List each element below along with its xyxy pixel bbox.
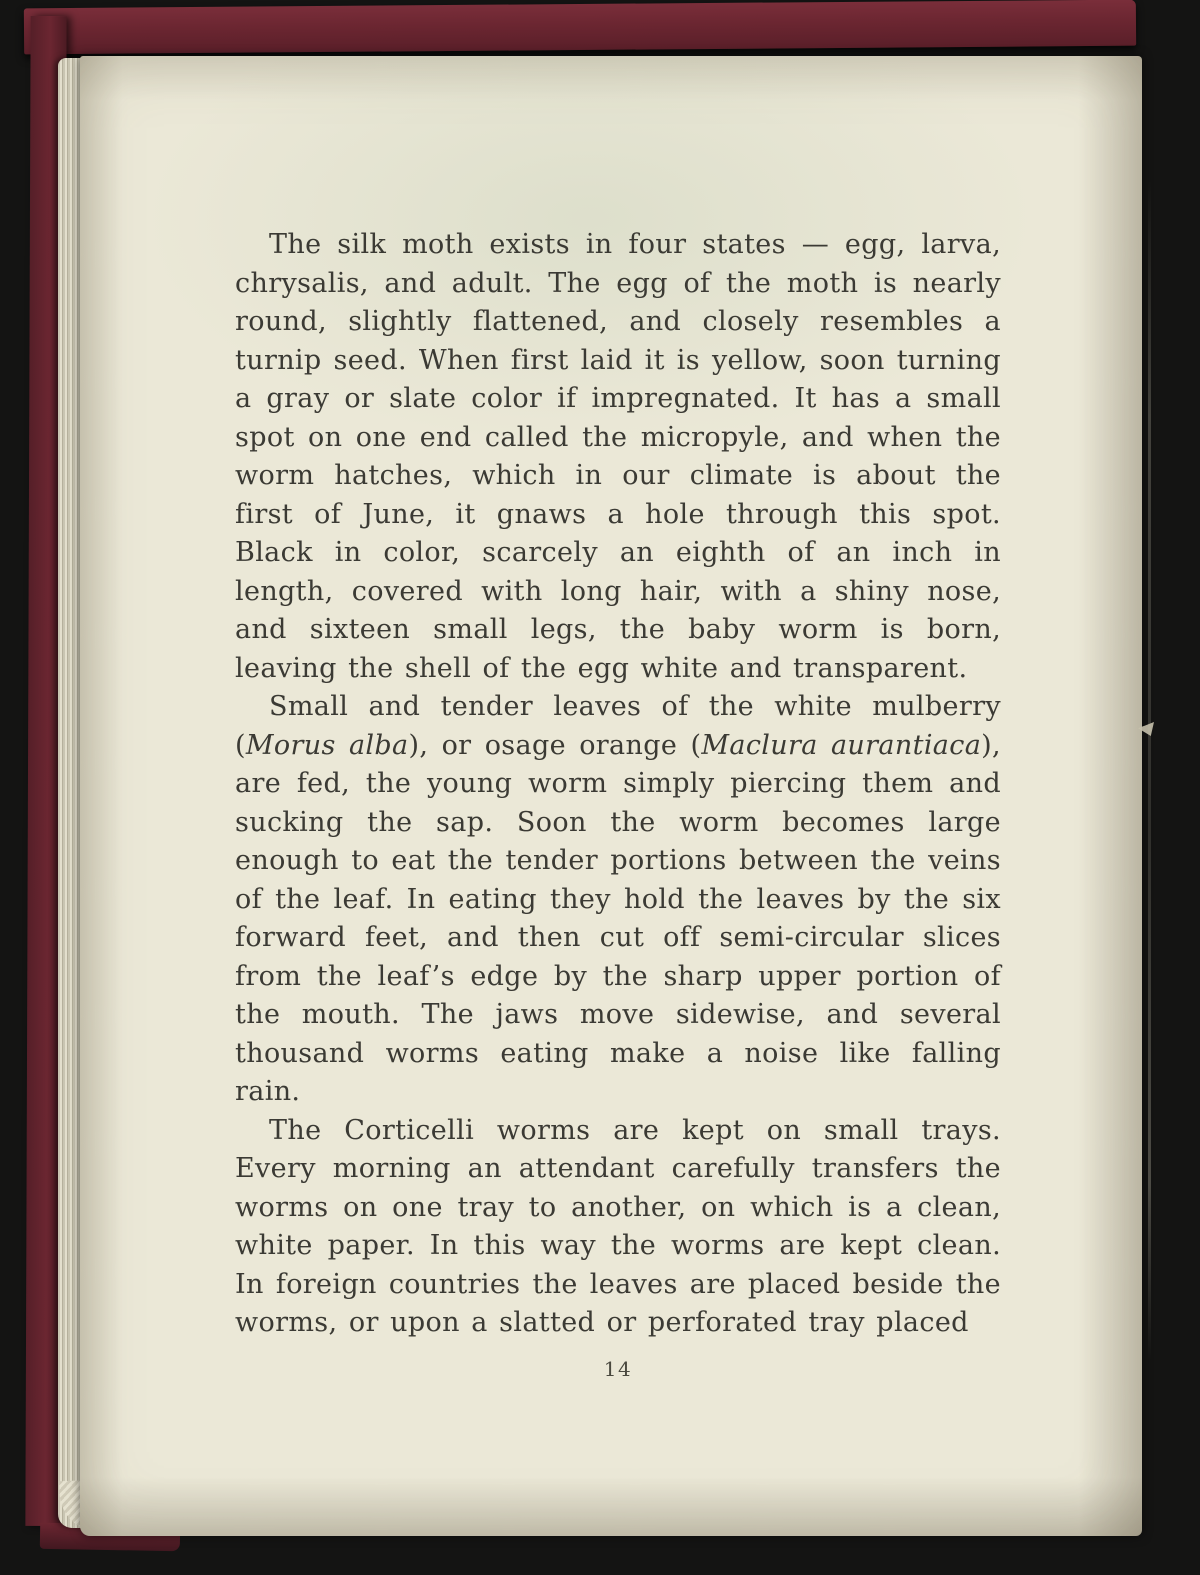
paragraph-2 bbox=[235, 688, 1001, 1112]
species-name-morus-alba: Morus alba bbox=[245, 729, 409, 761]
page-text-block bbox=[235, 226, 1001, 1381]
paragraph-3: The Corticelli worms are kept on small trays. Every morning an attendant carefully transfers the worms on one tray to another, on which is a clean, white paper. In this way the worms are kept clean. In foreign countries the leaves are placed beside the worms, or upon a slatted or perforated tray placed bbox=[235, 1114, 1001, 1338]
page-number: 14 bbox=[603, 1356, 633, 1381]
page-edge-right bbox=[1148, 180, 1151, 1360]
paragraph-1: The silk moth exists in four states — egg, larva, chrysalis, and adult. The egg of the moth is nearly round, slightly flattened, and closely resembles a turnip seed. When first laid it is yellow, soon turning a gray or slate color if impregnated. It has a small spot on one end called the micropyle, and when the worm hatches, which in our climate is about the first of June, it gnaws a hole through this spot. Black in color, scarcely an eighth of an inch in length, covered with long hair, with a shiny nose, and sixteen small legs, the baby worm is born, leaving the shell of the egg white and transparent. bbox=[235, 229, 1001, 684]
paragraph-2-text-2: ), or osage orange ( bbox=[408, 729, 702, 761]
paragraph-2-text-3: ), are fed, the young worm simply piercing them and sucking the sap. Soon the worm becomes large enough to eat the tender portions between the veins of the leaf. In eating they hold the leaves by the six forward feet, and then cut off semi-circular slices from the leaf’s edge by the sharp upper portion of the mouth. The jaws move sidewise, and several thousand worms eating make a noise like falling rain. bbox=[235, 729, 1001, 1107]
paragraph-2-text-1: Small and tender leaves of the white mulberry ( bbox=[235, 691, 1001, 761]
book-page bbox=[80, 56, 1142, 1536]
book-cover-top-edge bbox=[24, 0, 1136, 54]
species-name-maclura-aurantiaca: Maclura aurantiaca bbox=[701, 729, 982, 761]
